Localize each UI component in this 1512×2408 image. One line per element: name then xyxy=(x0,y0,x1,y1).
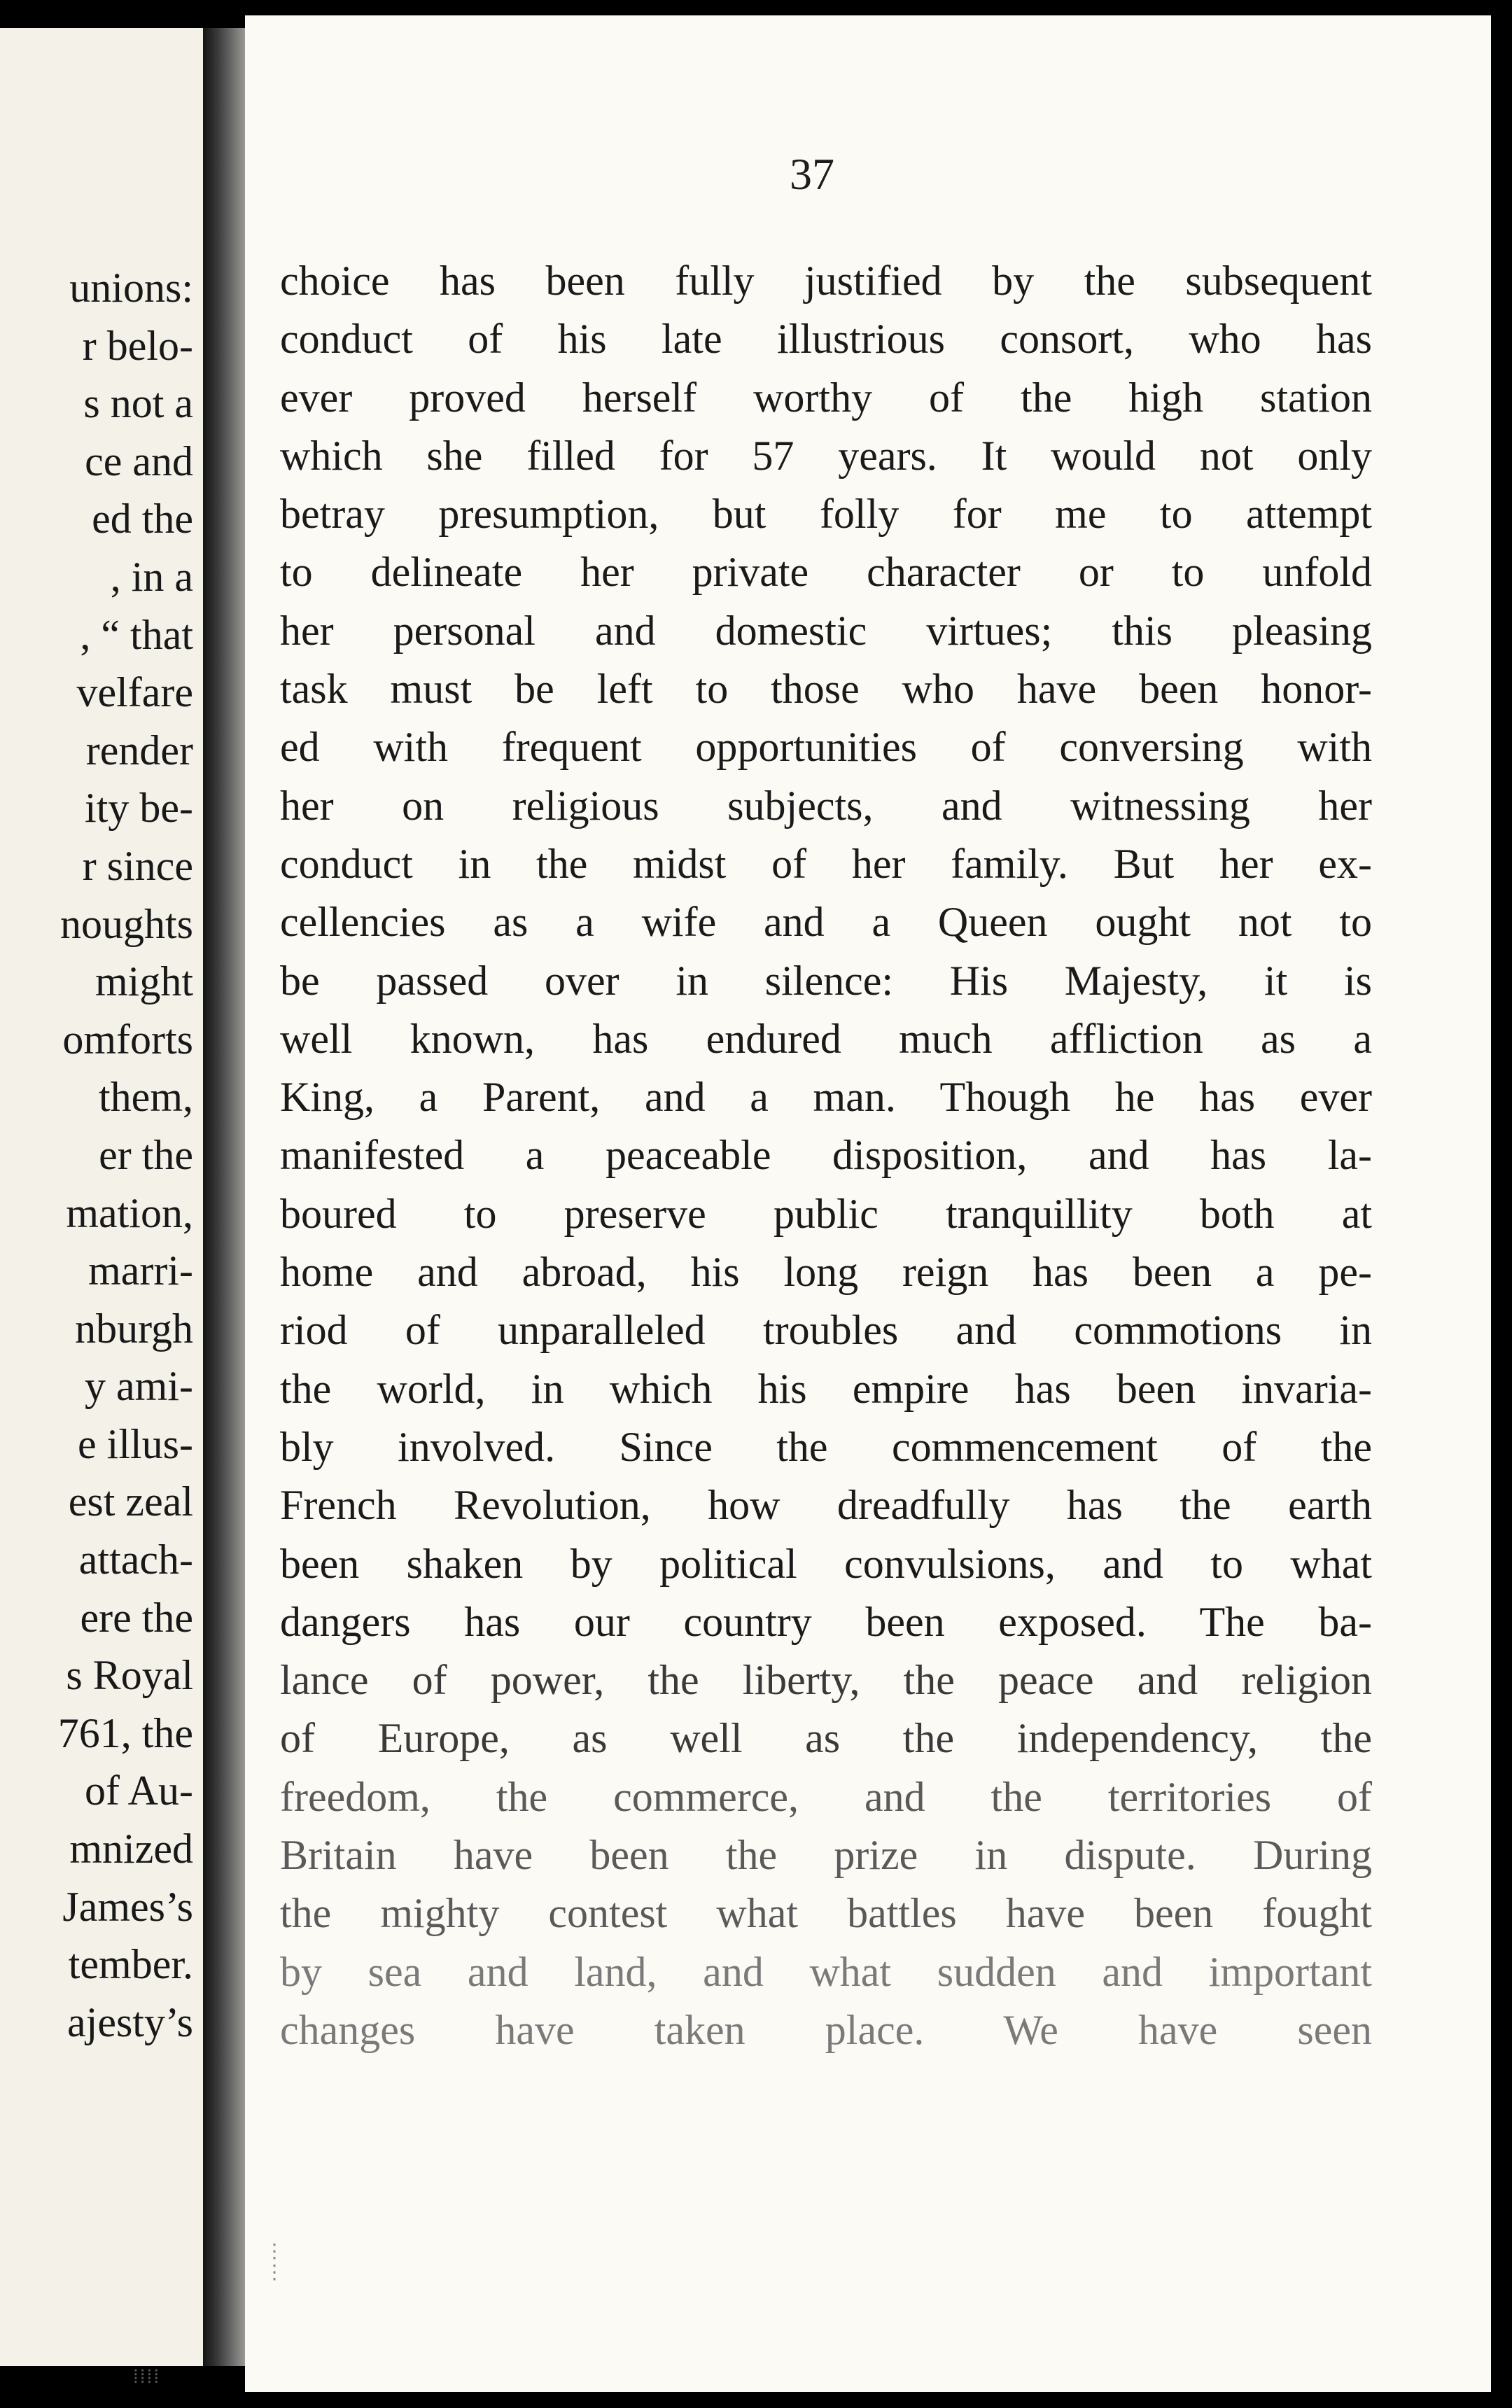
text-line: manifested a peaceable disposition, and has la- xyxy=(280,1132,1372,1179)
text-line: choice has been fully justified by the subsequent xyxy=(280,258,1372,304)
text-line: conduct of his late illustrious consort, who has xyxy=(280,316,1372,363)
left-line: tember. xyxy=(68,1941,193,1988)
left-line: render xyxy=(85,727,193,774)
left-line: s not a xyxy=(83,380,193,427)
text-line: King, a Parent, and a man. Though he has ever xyxy=(280,1074,1372,1121)
left-line: ce and xyxy=(85,438,193,484)
left-line: est zeal xyxy=(68,1478,193,1525)
left-line: attach- xyxy=(78,1536,193,1583)
text-line: been shaken by political convulsions, and to what xyxy=(280,1540,1372,1587)
left-line: marri- xyxy=(88,1247,193,1294)
text-line: ed with frequent opportunities of conversing with xyxy=(280,724,1372,771)
left-line: s Royal xyxy=(66,1652,193,1699)
left-line: unions: xyxy=(69,265,193,311)
left-line: , in a xyxy=(110,553,193,600)
text-line: the world, in which his empire has been invaria- xyxy=(280,1365,1372,1412)
margin-specks: ⋮ ⋮ xyxy=(265,2241,284,2283)
text-line: of Europe, as well as the independency, the xyxy=(280,1715,1372,1762)
book-gutter xyxy=(203,28,245,2366)
text-line: freedom, the commerce, and the territories of xyxy=(280,1773,1372,1820)
text-line: her on religious subjects, and witnessing her xyxy=(280,782,1372,829)
left-line: r since xyxy=(82,842,193,889)
left-line: , “ that xyxy=(80,611,193,658)
left-line: omforts xyxy=(62,1016,193,1063)
text-line: riod of unparalleled troubles and commotions in xyxy=(280,1307,1372,1354)
left-line: might xyxy=(94,958,193,1005)
text-line: the mighty contest what battles have been fought xyxy=(280,1890,1372,1937)
left-line: velfare xyxy=(76,669,193,716)
text-line: which she filled for 57 years. It would not only xyxy=(280,432,1372,479)
text-line: ever proved herself worthy of the high station xyxy=(280,374,1372,421)
left-line: r belo- xyxy=(82,322,193,369)
text-line: cellencies as a wife and a Queen ought not to xyxy=(280,899,1372,946)
left-line: mnized xyxy=(69,1826,193,1872)
text-line: to delineate her private character or to unfold xyxy=(280,549,1372,596)
text-line: betray presumption, but folly for me to attempt xyxy=(280,491,1372,538)
left-line: e illus- xyxy=(78,1420,193,1467)
text-line: French Revolution, how dreadfully has the earth xyxy=(280,1482,1372,1529)
left-line: James’s xyxy=(62,1883,193,1930)
left-line: 761, the xyxy=(57,1709,193,1756)
text-line: Britain have been the prize in dispute. During xyxy=(280,1832,1372,1879)
right-page xyxy=(245,15,1491,2392)
left-line: ajesty’s xyxy=(67,1998,193,2045)
left-line: them, xyxy=(99,1074,193,1121)
text-line: dangers has our country been exposed. The ba- xyxy=(280,1598,1372,1645)
left-line: ed the xyxy=(92,496,193,542)
text-line: boured to preserve public tranquillity both at xyxy=(280,1190,1372,1237)
binding-marks: ⁞⁞⁞⁞ xyxy=(133,2366,161,2388)
body-text xyxy=(280,252,1372,2059)
text-line: well known, has endured much affliction as a xyxy=(280,1015,1372,1062)
left-line: noughts xyxy=(59,900,193,947)
text-line: her personal and domestic virtues; this pleasing xyxy=(280,607,1372,654)
text-line: home and abroad, his long reign has been a pe- xyxy=(280,1249,1372,1296)
text-line: changes have taken place. We have seen xyxy=(280,2006,1372,2053)
left-line: y ami- xyxy=(85,1363,193,1410)
text-line: lance of power, the liberty, the peace and religion xyxy=(280,1657,1372,1704)
left-line: mation, xyxy=(66,1189,193,1236)
left-line: nburgh xyxy=(75,1305,193,1352)
left-page-text xyxy=(58,259,193,2051)
text-line: bly involved. Since the commencement of the xyxy=(280,1423,1372,1470)
left-line: er the xyxy=(99,1131,193,1178)
text-line: by sea and land, and what sudden and important xyxy=(280,1948,1372,1995)
text-line: task must be left to those who have been honor- xyxy=(280,666,1372,713)
left-line: of Au- xyxy=(85,1768,193,1814)
page-number: 37 xyxy=(790,149,834,199)
text-line: conduct in the midst of her family. But her ex- xyxy=(280,840,1372,887)
text-line: be passed over in silence: His Majesty, it is xyxy=(280,957,1372,1004)
left-line: ity be- xyxy=(85,785,193,832)
left-page xyxy=(0,28,203,2388)
left-line: ere the xyxy=(80,1594,193,1641)
